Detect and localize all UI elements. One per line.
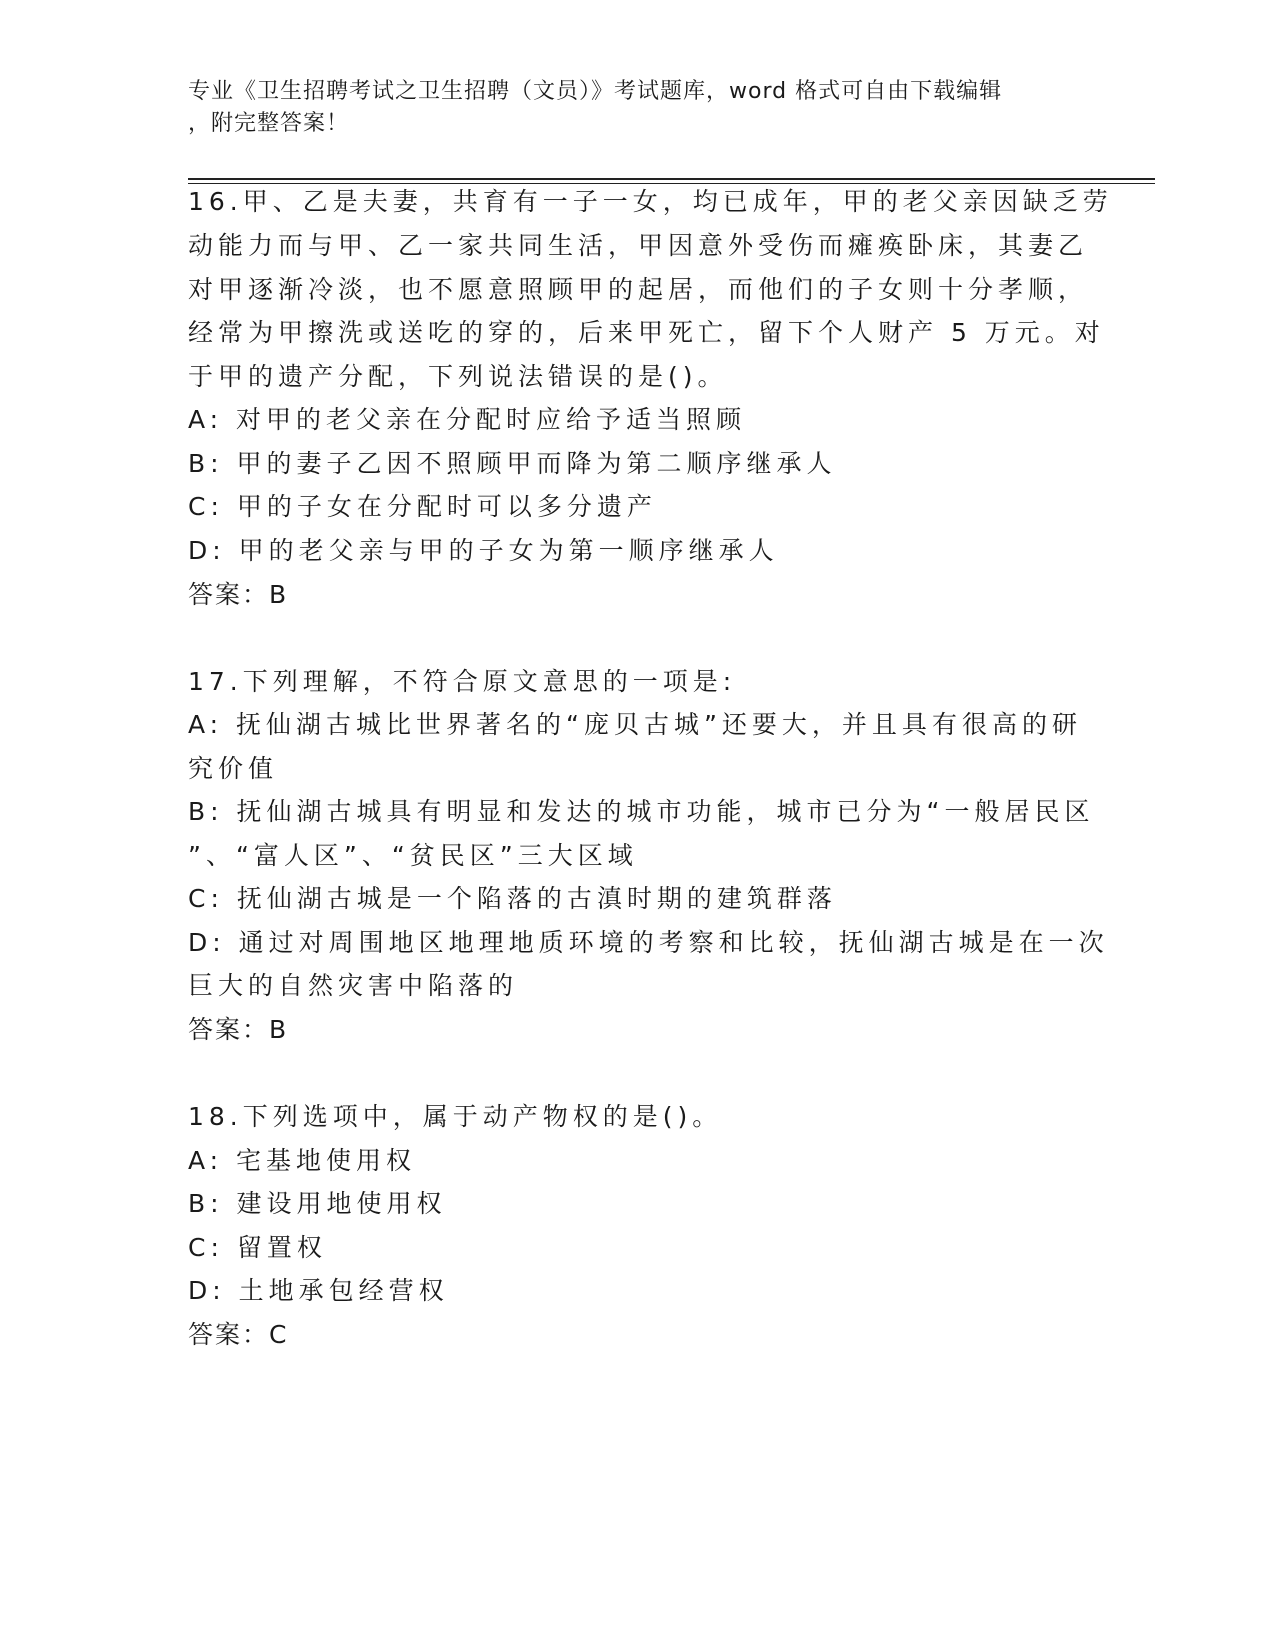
question-17-option-c: C: 抚仙湖古城是一个陷落的古滇时期的建筑群落 bbox=[188, 884, 837, 913]
question-16-stem-line: 经常为甲擦洗或送吃的穿的，后来甲死亡，留下个人财产 5 万元。对 bbox=[188, 318, 1105, 347]
question-16-option-a: A: 对甲的老父亲在分配时应给予适当照顾 bbox=[188, 405, 747, 434]
question-17-option-a-cont: 究价值 bbox=[188, 754, 279, 783]
question-18-answer: 答案：C bbox=[188, 1320, 289, 1349]
question-18-option-c: C: 留置权 bbox=[188, 1233, 327, 1262]
question-17-option-b: B: 抚仙湖古城具有明显和发达的城市功能，城市已分为“一般居民区 bbox=[188, 797, 1095, 826]
question-16-option-d: D: 甲的老父亲与甲的子女为第一顺序继承人 bbox=[188, 536, 779, 565]
question-18-option-d: D: 土地承包经营权 bbox=[188, 1276, 449, 1305]
question-17-option-a: A: 抚仙湖古城比世界著名的“庞贝古城”还要大，并且具有很高的研 bbox=[188, 710, 1082, 739]
header-divider-thin bbox=[188, 183, 1155, 184]
header-line-1: 专业《卫生招聘考试之卫生招聘（文员）》考试题库，word 格式可自由下载编辑 bbox=[188, 79, 1003, 104]
question-16-stem-line: 于甲的遗产分配，下列说法错误的是()。 bbox=[188, 362, 728, 391]
question-17-option-d: D: 通过对周围地区地理地质环境的考察和比较，抚仙湖古城是在一次 bbox=[188, 928, 1109, 957]
question-17-stem-line: 17.下列理解，不符合原文意思的一项是: bbox=[188, 667, 737, 696]
question-16-stem-line: 对甲逐渐冷淡，也不愿意照顾甲的起居，而他们的子女则十分孝顺， bbox=[188, 275, 1089, 304]
question-16-option-b: B: 甲的妻子乙因不照顾甲而降为第二顺序继承人 bbox=[188, 449, 837, 478]
document-header bbox=[188, 76, 1088, 140]
question-17-option-b-cont: ”、“富人区”、“贫民区”三大区域 bbox=[188, 841, 638, 870]
question-18-option-a: A: 宅基地使用权 bbox=[188, 1146, 417, 1175]
question-17-option-d-cont: 巨大的自然灾害中陷落的 bbox=[188, 971, 519, 1000]
question-18-stem-line: 18.下列选项中，属于动产物权的是()。 bbox=[188, 1102, 723, 1131]
question-16-option-c: C: 甲的子女在分配时可以多分遗产 bbox=[188, 492, 657, 521]
header-divider bbox=[188, 178, 1155, 180]
question-16-stem-line: 动能力而与甲、乙一家共同生活，甲因意外受伤而瘫痪卧床，其妻乙 bbox=[188, 231, 1089, 260]
question-16-answer: 答案：B bbox=[188, 580, 289, 609]
question-17-answer: 答案：B bbox=[188, 1015, 289, 1044]
header-line-2: ，附完整答案！ bbox=[188, 111, 350, 136]
question-18-option-b: B: 建设用地使用权 bbox=[188, 1189, 447, 1218]
question-16-stem-line: 16.甲、乙是夫妻，共育有一子一女，均已成年，甲的老父亲因缺乏劳 bbox=[188, 187, 1113, 216]
